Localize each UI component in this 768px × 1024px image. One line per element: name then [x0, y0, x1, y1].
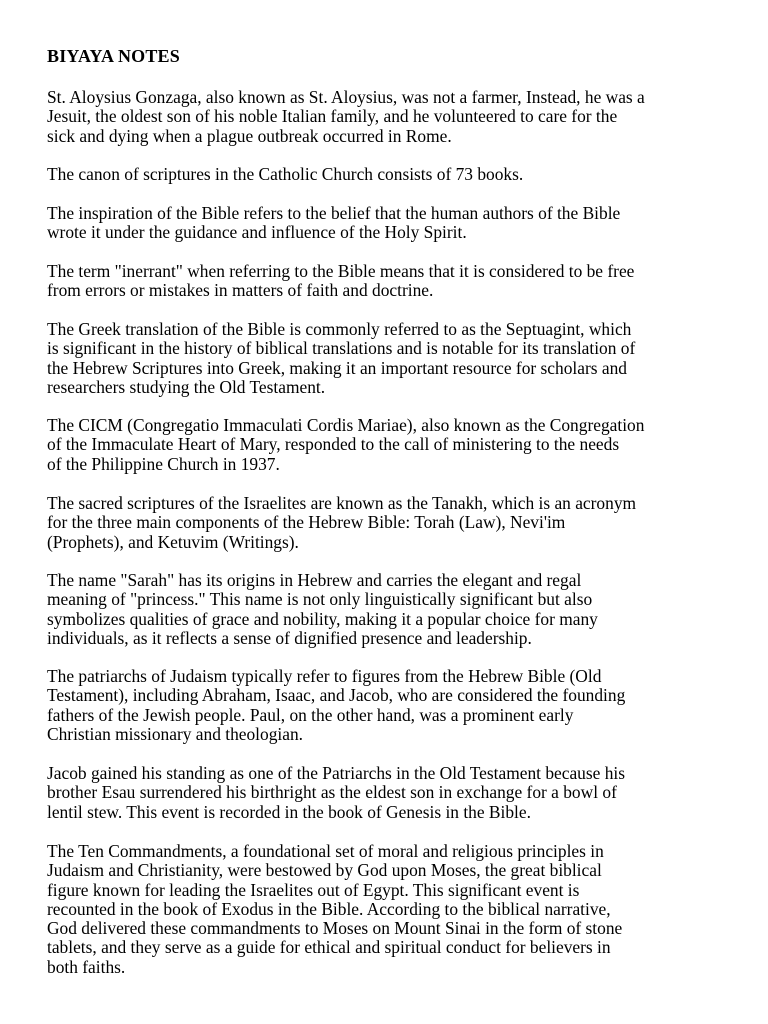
text-line: is significant in the history of biblical translations and is notable for its translation of [47, 338, 636, 359]
paragraph-tanakh [47, 494, 727, 552]
text-line: of the Philippine Church in 1937. [47, 453, 280, 474]
text-line: The patriarchs of Judaism typically refer to figures from the Hebrew Bible (Old [47, 666, 602, 686]
text-line: figure known for leading the Israelites out of Egypt. This significant event is [47, 879, 580, 900]
text-line: brother Esau surrendered his birthright as the eldest son in exchange for a bowl of [47, 782, 617, 803]
text-line: Christian missionary and theologian. [47, 723, 303, 744]
document-title: BIYAYA NOTES [47, 46, 180, 66]
text-line: wrote it under the guidance and influence of the Holy Spirit. [47, 222, 467, 243]
paragraph-patriarchs [47, 667, 727, 744]
text-line: Jesuit, the oldest son of his noble Italian family, and he volunteered to care for the [47, 106, 618, 127]
text-line: from errors or mistakes in matters of faith and doctrine. [47, 280, 434, 301]
text-line: Testament), including Abraham, Isaac, and Jacob, who are considered the founding [47, 685, 626, 706]
text-line: meaning of "princess." This name is not only linguistically significant but also [47, 589, 593, 610]
text-line: for the three main components of the Hebrew Bible: Torah (Law), Nevi'im [47, 512, 566, 533]
text-line: The term "inerrant" when referring to the Bible means that it is considered to be free [47, 261, 635, 281]
text-line: symbolizes qualities of grace and nobility, making it a popular choice for many [47, 608, 598, 629]
text-line: The CICM (Congregatio Immaculati Cordis Mariae), also known as the Congregation [47, 415, 645, 435]
text-line: The name "Sarah" has its origins in Hebrew and carries the elegant and regal [47, 570, 582, 590]
text-line: The inspiration of the Bible refers to the belief that the human authors of the Bible [47, 203, 621, 223]
paragraph-jacob [47, 764, 727, 822]
text-line: The canon of scriptures in the Catholic Church consists of 73 books. [47, 164, 524, 184]
text-line: The Ten Commandments, a foundational set of moral and religious principles in [47, 841, 604, 861]
text-line: The sacred scriptures of the Israelites are known as the Tanakh, which is an acronym [47, 493, 637, 513]
paragraph-septuagint [47, 320, 727, 397]
text-line: of the Immaculate Heart of Mary, responded to the call of ministering to the needs [47, 434, 620, 455]
paragraph-sarah [47, 571, 727, 648]
text-line: tablets, and they serve as a guide for ethical and spiritual conduct for believers in [47, 937, 611, 958]
text-line: God delivered these commandments to Moses on Mount Sinai in the form of stone [47, 918, 623, 939]
text-line: researchers studying the Old Testament. [47, 376, 326, 397]
text-line: (Prophets), and Ketuvim (Writings). [47, 531, 299, 552]
text-line: sick and dying when a plague outbreak occurred in Rome. [47, 125, 452, 146]
text-line: Jacob gained his standing as one of the Patriarchs in the Old Testament because his [47, 763, 625, 783]
text-line: fathers of the Jewish people. Paul, on the other hand, was a prominent early [47, 704, 574, 725]
text-line: Judaism and Christianity, were bestowed by God upon Moses, the great biblical [47, 860, 602, 881]
paragraph-inspiration [47, 204, 727, 243]
text-line: recounted in the book of Exodus in the Bible. According to the biblical narrative, [47, 898, 611, 919]
paragraph-inerrant [47, 262, 727, 301]
paragraph-aloysius [47, 88, 727, 146]
paragraph-canon [47, 165, 727, 184]
text-line: lentil stew. This event is recorded in the book of Genesis in the Bible. [47, 801, 531, 822]
paragraph-cicm [47, 416, 727, 474]
text-line: The Greek translation of the Bible is commonly referred to as the Septuagint, which [47, 319, 632, 339]
text-line: the Hebrew Scriptures into Greek, making it an important resource for scholars and [47, 357, 627, 378]
text-line: individuals, as it reflects a sense of dignified presence and leadership. [47, 627, 532, 648]
text-line: both faiths. [47, 956, 126, 977]
paragraph-commandments [47, 842, 727, 977]
text-line: St. Aloysius Gonzaga, also known as St. Aloysius, was not a farmer, Instead, he was a [47, 87, 645, 107]
